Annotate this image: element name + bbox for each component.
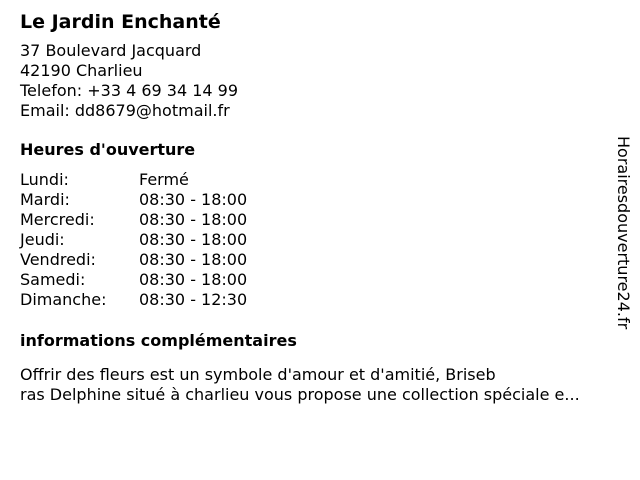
- hours-row: [20, 230, 247, 250]
- opening-hours-table: [20, 170, 247, 310]
- hours-row: [20, 190, 247, 210]
- business-name: Le Jardin Enchanté: [20, 11, 221, 33]
- hours-row: [20, 210, 247, 230]
- hours-day: Samedi:: [20, 270, 86, 289]
- hours-row: [20, 170, 247, 190]
- site-watermark: Horairesdouverture24.fr: [614, 136, 633, 330]
- address-city: 42190 Charlieu: [20, 61, 143, 80]
- description-line-2: ras Delphine situé à charlieu vous propose une collection spéciale e...: [20, 385, 580, 404]
- email-address: Email: dd8679@hotmail.fr: [20, 101, 230, 120]
- business-card: [20, 9, 610, 405]
- hours-time: 08:30 - 18:00: [139, 210, 248, 229]
- hours-row: [20, 270, 247, 290]
- hours-row: [20, 290, 247, 310]
- hours-day: Jeudi:: [20, 230, 65, 249]
- phone-number: Telefon: +33 4 69 34 14 99: [20, 81, 239, 100]
- hours-time: 08:30 - 18:00: [139, 230, 248, 249]
- opening-hours-heading: Heures d'ouverture: [20, 140, 196, 159]
- additional-info-heading: informations complémentaires: [20, 331, 297, 350]
- address-street: 37 Boulevard Jacquard: [20, 41, 202, 60]
- hours-time: Fermé: [139, 170, 189, 189]
- hours-time: 08:30 - 18:00: [139, 190, 248, 209]
- hours-time: 08:30 - 18:00: [139, 250, 248, 269]
- hours-day: Lundi:: [20, 170, 69, 189]
- hours-day: Dimanche:: [20, 290, 107, 309]
- hours-day: Mercredi:: [20, 210, 95, 229]
- hours-time: 08:30 - 18:00: [139, 270, 248, 289]
- hours-day: Mardi:: [20, 190, 70, 209]
- hours-day: Vendredi:: [20, 250, 96, 269]
- hours-time: 08:30 - 12:30: [139, 290, 248, 309]
- description-line-1: Offrir des fleurs est un symbole d'amour et d'amitié, Briseb: [20, 365, 496, 384]
- hours-row: [20, 250, 247, 270]
